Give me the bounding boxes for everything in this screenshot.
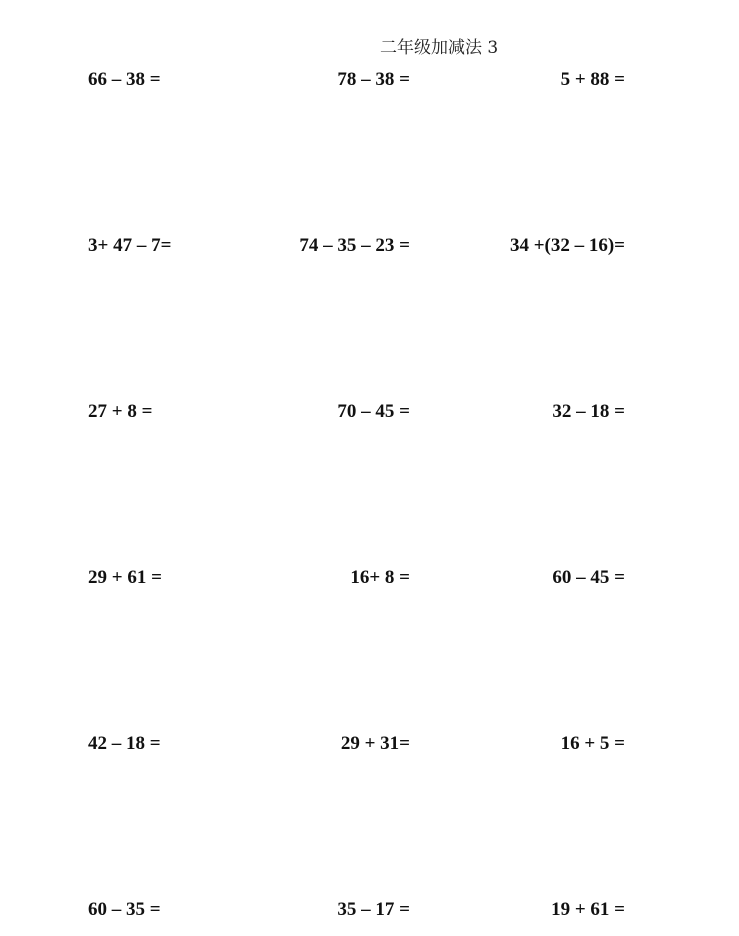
math-problem: 5 + 88 = [560, 69, 625, 90]
math-problem: 34 +(32 – 16)= [509, 235, 625, 256]
math-problem: 74 – 35 – 23 = [299, 235, 410, 256]
math-problem: 60 – 45 = [552, 567, 625, 588]
math-problem: 60 – 35 = [88, 899, 161, 920]
math-problem: 42 – 18 = [88, 733, 161, 754]
math-problem: 19 + 61 = [551, 899, 625, 920]
worksheet-title: 二年级加减法 3 [380, 38, 499, 58]
math-problem: 29 + 61 = [88, 567, 162, 588]
math-problem: 16+ 8 = [350, 567, 410, 588]
math-problem: 29 + 31= [340, 733, 410, 754]
math-problem: 70 – 45 = [337, 401, 410, 422]
math-problem: 16 + 5 = [560, 733, 625, 754]
math-problem: 27 + 8 = [88, 401, 153, 422]
math-problem: 66 – 38 = [88, 69, 161, 90]
math-problem: 78 – 38 = [337, 69, 410, 90]
math-problem: 32 – 18 = [552, 401, 625, 422]
math-problem: 3+ 47 – 7= [88, 235, 172, 256]
math-problem: 35 – 17 = [337, 899, 410, 920]
